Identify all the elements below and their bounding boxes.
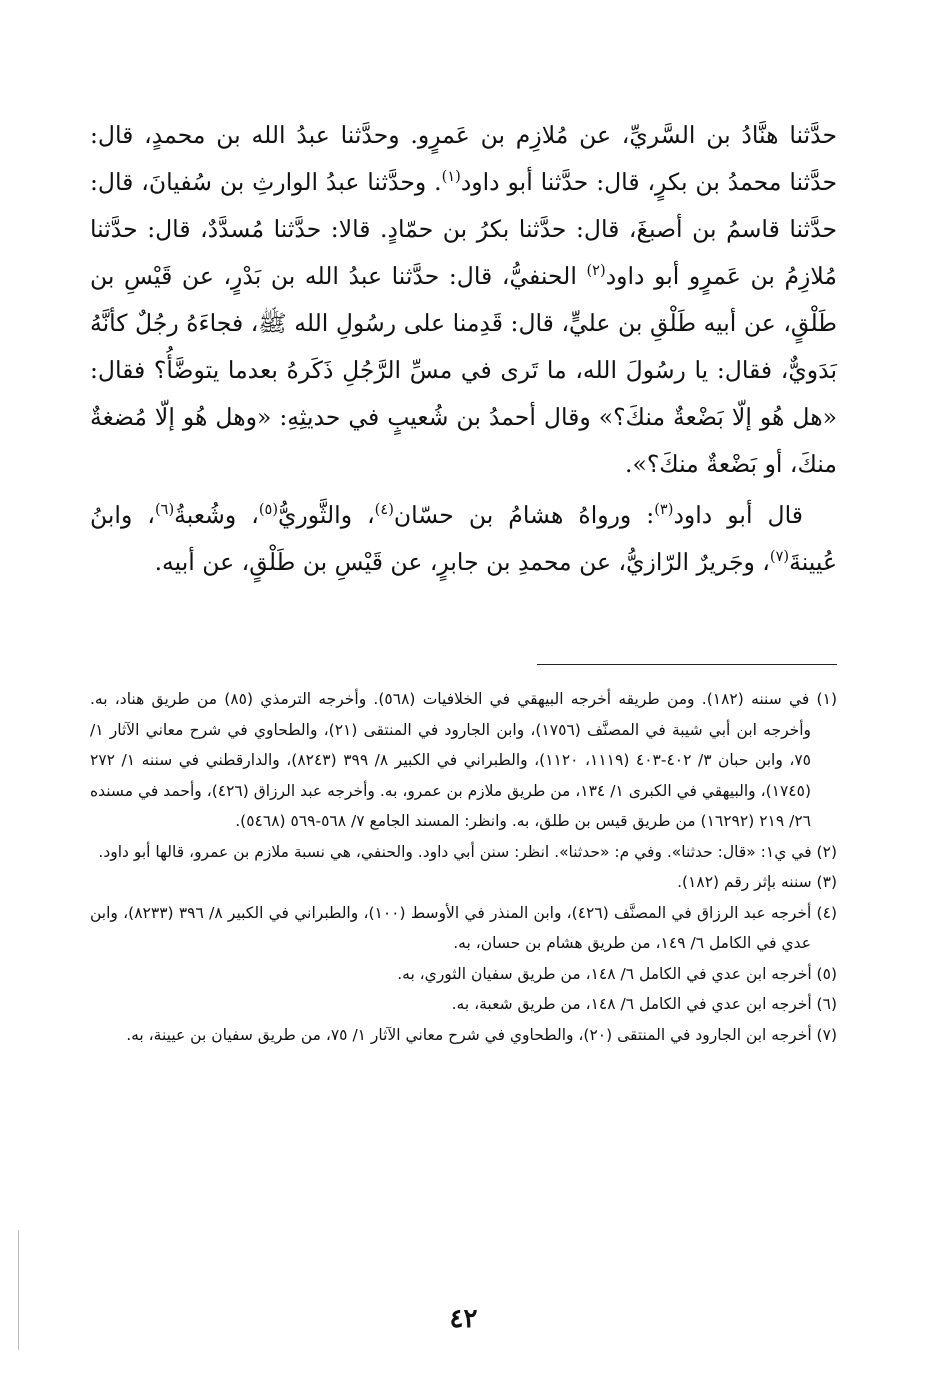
- text-run: حدَّثنا هنَّادُ بن السَّريِّ، عن مُلازِم بن عَمرٍو. وحدَّثنا عبدُ الله بن محمدٍ، قال: حدَّثنا محمدُ بن بكرٍ، قال: حدَّثنا أبو داود: [90, 121, 837, 196]
- text-run: الحنفيُّ، قال: حدَّثنا عبدُ الله بن بَدْرٍ، عن قَيْسِ بن طَلْقٍ، عن أبيه طَلْقِ بن عليٍّ، قال: قَدِمنا على رسُولِ الله ﷺ، فجاءَهُ رجُلٌ كأنَّهُ بَدَويٌّ، فقال: يا رسُولَ الله، ما تَرى في مسِّ الرَّجُلِ ذَكَرهُ بعدما يتوضَّأُ؟ فقال: «هل هُو إلّا بَضْعةٌ منكَ؟» وقال أحمدُ بن شُعيبٍ في حديثِهِ: «وهل هُو إلّا مُضغةٌ منكَ، أو بَضْعةٌ منكَ؟».: [90, 262, 837, 478]
- page-number: ٤٢: [449, 1304, 478, 1334]
- footnote-2: (٢) في ي١: «قال: حدثنا». وفي م: «حدثنا». انظر: سنن أبي داود. والحنفي، هي نسبة ملازم بن عمرو، قالها أبو داود.: [98, 842, 837, 861]
- text-run: . وحدَّثنا عبدُ الوارثِ بن سُفيانَ، قال: حدَّثنا قاسمُ بن أصبغَ، قال: حدَّثنا بكرُ بن حمّادٍ. قالا: حدَّثنا مُسدَّدٌ، قال: حدَّثنا مُلازِمُ بن عَمرٍو أبو داود: [90, 168, 837, 290]
- footnote-5: (٥) أخرجه ابن عدي في الكامل ٦/ ١٤٨، من طريق سفيان الثوري، به.: [397, 964, 837, 983]
- text-run: ، وشُعبةُ: [174, 501, 259, 529]
- text-run: ، والثَّوريُّ: [278, 501, 375, 529]
- footnote-ref[interactable]: (٤): [374, 501, 394, 519]
- footnote-ref[interactable]: (٥): [258, 501, 279, 519]
- footnote-ref[interactable]: (٦): [154, 501, 175, 519]
- footnote-ref[interactable]: (١): [441, 168, 461, 186]
- footnote-separator: [537, 664, 837, 665]
- footnote-ref[interactable]: (٢): [586, 262, 606, 280]
- footnotes: [90, 684, 837, 1050]
- footnote-4: (٤) أخرجه عبد الرزاق في المصنَّف (٤٢٦)، وابن المنذر في الأوسط (١٠٠)، والطبراني في الكبير ٨/ ٣٩٦ (٨٢٣٣)، وابن عدي في الكامل ٦/ ١٤٩، من طريق هشام بن حسان، به.: [90, 903, 837, 952]
- footnote-7: (٧) أخرجه ابن الجارود في المنتقى (٢٠)، والطحاوي في شرح معاني الآثار ١/ ٧٥، من طريق سفيان بن عيينة، به.: [126, 1025, 837, 1044]
- text-run: قال أبو داود: [673, 501, 803, 529]
- text-run: : ورواهُ هشامُ بن حسّان: [393, 501, 655, 529]
- scan-edge-line: [18, 1230, 19, 1350]
- paragraph-abu-dawud: [90, 492, 837, 586]
- footnote-ref[interactable]: (٣): [654, 501, 674, 519]
- footnote-1: (١) في سننه (١٨٢). ومن طريقه أخرجه البيهقي في الخلافيات (٥٦٨). وأخرجه الترمذي (٨٥) من طريق هناد، به. وأخرجه ابن أبي شيبة في المصنَّف (١٧٥٦)، وابن الجارود في المنتقى (٢١)، والطحاوي في شرح معاني الآثار ١/ ٧٥، وابن حبان ٣/ ٤٠٢-٤٠٣ (١١١٩، ١١٢٠)، والطبراني في الكبير ٨/ ٣٩٩ (٨٢٤٣)، والدارقطني في سننه ١/ ٢٧٢ (١٧٤٥)، والبيهقي في الكبرى ١/ ١٣٤، من طريق ملازم بن عمرو، به. وأخرجه عبد الرزاق (٤٢٦)، وأحمد في مسنده ٢٦/ ٢١٩ (١٦٢٩٢) من طريق قيس بن طلق، به. وانظر: المسند الجامع ٧/ ٥٦٨-٥٦٩ (٥٤٦٨).: [90, 690, 837, 830]
- text-run: ، وجَريرٌ الرّازيُّ، عن محمدِ بن جابرٍ، عن قَيْسِ بن طَلْقٍ، عن أبيه.: [154, 548, 770, 576]
- footnote-3: (٣) سننه بإثر رقم (١٨٢).: [677, 873, 837, 891]
- paragraph-hadith: [90, 112, 837, 488]
- main-text: [90, 112, 837, 586]
- footnote-ref[interactable]: (٧): [769, 548, 790, 566]
- footnote-6: (٦) أخرجه ابن عدي في الكامل ٦/ ١٤٨، من طريق شعبة، به.: [451, 995, 837, 1013]
- text-run: ، وابنُ عُيينةَ: [90, 501, 837, 576]
